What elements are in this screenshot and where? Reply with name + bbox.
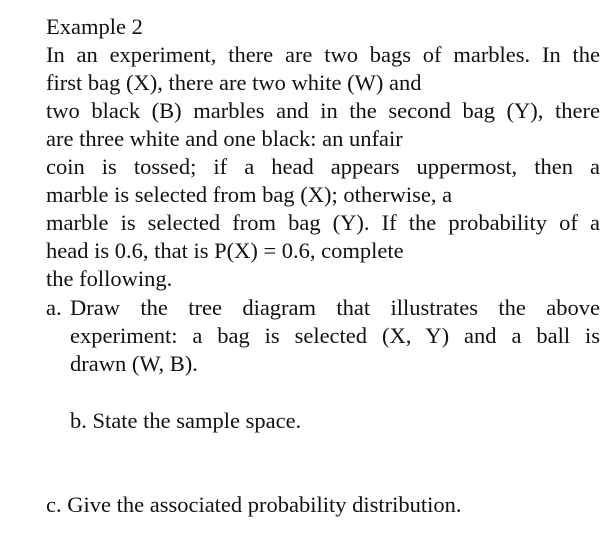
part-b-question: b. State the sample space. bbox=[70, 408, 302, 433]
problem-line: head is 0.6, that is P(X) = 0.6, complete bbox=[46, 238, 404, 263]
example-title: Example 2 bbox=[46, 14, 143, 39]
problem-line: the following. bbox=[46, 266, 173, 291]
part-c-question: c. Give the associated probability distribution. bbox=[46, 492, 462, 517]
part-a-label: a. bbox=[46, 295, 62, 320]
part-a-line: drawn (W, B). bbox=[70, 351, 198, 376]
problem-line: first bag (X), there are two white (W) and bbox=[46, 70, 422, 95]
problem-line: marble is selected from bag (X); otherwise, a bbox=[46, 182, 453, 207]
part-a-line: experiment: a bag is selected (X, Y) and a ball is bbox=[70, 323, 600, 348]
problem-line: are three white and one black: an unfair bbox=[46, 126, 403, 151]
problem-line: In an experiment, there are two bags of marbles. In the bbox=[46, 42, 600, 67]
part-a-line: Draw the tree diagram that illustrates the above bbox=[70, 295, 600, 320]
problem-line: coin is tossed; if a head appears uppermost, then a bbox=[46, 154, 600, 179]
problem-line: marble is selected from bag (Y). If the probability of a bbox=[46, 210, 600, 235]
problem-line: two black (B) marbles and in the second bag (Y), there bbox=[46, 98, 600, 123]
